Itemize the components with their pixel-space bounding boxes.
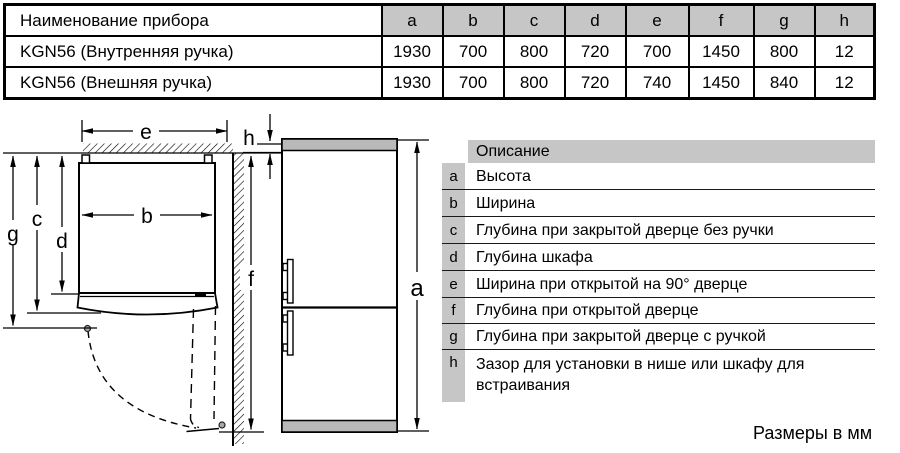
dim-h xyxy=(243,114,284,179)
door-swing-arc xyxy=(88,331,196,428)
spec-header-e: e xyxy=(626,5,689,37)
legend-row-e xyxy=(442,271,875,298)
legend-letter: f xyxy=(442,298,465,323)
value-b: 700 xyxy=(443,67,504,99)
legend-table xyxy=(442,140,875,402)
value-a: 1930 xyxy=(382,67,443,99)
model-name: KGN56 (Внутренняя ручка) xyxy=(5,36,382,67)
legend-row-f xyxy=(442,298,875,324)
legend-desc: Глубина при закрытой дверце с ручкой xyxy=(476,328,766,345)
legend-letter: b xyxy=(442,190,465,216)
legend-row-d xyxy=(442,244,875,271)
dim-label-e: e xyxy=(140,121,152,144)
spec-header-f: f xyxy=(689,5,754,37)
legend-desc: Глубина при открытой дверце xyxy=(476,302,699,319)
dim-d xyxy=(51,156,78,294)
hinge-left xyxy=(82,155,90,163)
spec-header-name: Наименование прибора xyxy=(5,5,382,37)
spec-header-g: g xyxy=(754,5,815,37)
legend-letter: c xyxy=(442,217,465,243)
dim-label-f: f xyxy=(248,268,254,291)
dim-label-a: a xyxy=(410,275,424,302)
legend-desc: Глубина при закрытой дверце без ручки xyxy=(476,221,774,239)
dim-e xyxy=(82,119,227,144)
spec-header-a: a xyxy=(382,5,443,37)
front-view xyxy=(282,139,430,432)
value-f: 1450 xyxy=(689,36,754,67)
legend-letter: d xyxy=(442,244,465,270)
value-g: 840 xyxy=(754,67,815,99)
value-h: 12 xyxy=(815,36,875,67)
dim-label-h: h xyxy=(243,127,255,150)
handle-knob-open xyxy=(219,422,225,428)
cabinet-top-view xyxy=(79,163,215,293)
dim-label-b: b xyxy=(141,205,153,228)
value-e: 740 xyxy=(626,67,689,99)
spec-header-c: c xyxy=(504,5,565,37)
legend-header-row xyxy=(442,140,875,163)
hinge-right xyxy=(205,155,213,163)
value-a: 1930 xyxy=(382,36,443,67)
open-door-front xyxy=(187,429,220,432)
value-f: 1450 xyxy=(689,67,754,99)
open-door-edge-2 xyxy=(214,306,216,419)
legend-header-spacer xyxy=(442,140,468,163)
legend-desc: Высота xyxy=(476,167,531,185)
units-caption: Размеры в мм xyxy=(753,423,873,443)
legend-row-c xyxy=(442,217,875,244)
value-d: 720 xyxy=(565,67,626,99)
value-e: 700 xyxy=(626,36,689,67)
legend-letter: a xyxy=(442,163,465,189)
legend-desc: Глубина шкафа xyxy=(476,248,593,266)
door-closed xyxy=(78,293,218,315)
top-view xyxy=(2,114,284,446)
legend-row-b xyxy=(442,190,875,217)
spec-header-d: d xyxy=(565,5,626,37)
legend-letter: g xyxy=(442,324,465,349)
legend-row-a xyxy=(442,163,875,190)
legend-row-g xyxy=(442,324,875,350)
legend-row-h xyxy=(442,350,875,402)
fridge-body xyxy=(282,139,397,432)
open-door-edge-1 xyxy=(191,309,194,419)
dim-label-d: d xyxy=(56,230,68,253)
value-g: 800 xyxy=(754,36,815,67)
fridge-top-trim xyxy=(282,139,397,151)
model-name: KGN56 (Внешняя ручка) xyxy=(5,67,382,99)
fridge-plinth xyxy=(282,421,397,433)
legend-desc: Зазор для установки в нише или шкафу для встраивания xyxy=(476,356,805,394)
dim-label-g: g xyxy=(7,223,19,246)
spec-header-b: b xyxy=(443,5,504,37)
value-c: 800 xyxy=(504,36,565,67)
wall-right-hatch xyxy=(234,153,244,444)
door-swing-open xyxy=(85,306,226,432)
legend-letter: h xyxy=(442,350,465,402)
spec-header-h: h xyxy=(815,5,875,37)
dim-a xyxy=(398,140,430,431)
legend-letter: e xyxy=(442,271,465,297)
value-b: 700 xyxy=(443,36,504,67)
value-c: 800 xyxy=(504,67,565,99)
value-d: 720 xyxy=(565,36,626,67)
dim-label-c: c xyxy=(31,208,43,231)
value-h: 12 xyxy=(815,67,875,99)
legend-desc: Ширина xyxy=(476,194,536,212)
wall-top-hatch xyxy=(83,144,233,153)
legend-header: Описание xyxy=(468,140,875,163)
legend-desc: Ширина при открытой на 90° дверце xyxy=(476,275,748,293)
